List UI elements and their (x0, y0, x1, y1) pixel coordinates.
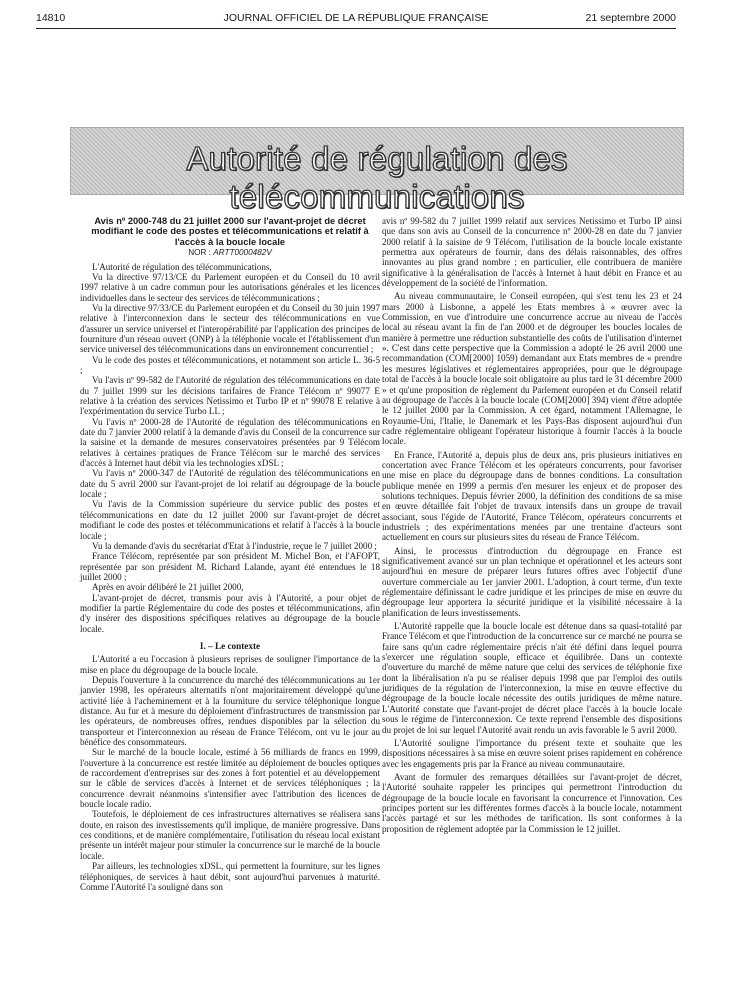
article-title: Avis nº 2000-748 du 21 juillet 2000 sur l'avant-projet de décret modifiant le code des postes et télécommunications et relatif à l'accès à la boucle locale (91, 216, 369, 247)
section-banner (70, 127, 684, 215)
paragraph: Depuis l'ouverture à la concurrence du marché des télécommunications au 1er janvier 1998, les opérateurs alternatifs n'ont majoritairement développé qu'une activité liée à l'acheminement et à la fourniture du service téléphonique longue distance. Au fur et à mesure du déploiement d'infrastructures de transmission par les opérateurs, de nombreuses offres, rendues disponibles par la sélection du transporteur et l'interconnexion au réseau de France Télécom, ont vu le jour au bénéfice des consommateurs. (80, 674, 380, 748)
paragraph: avis nº 99-582 du 7 juillet 1999 relatif aux services Netissimo et Turbo IP ainsi que dans son avis au Conseil de la concurrence nº 2000-28 en date du 7 janvier 2000 relatif à la saisine de 9 Télécom, l'utilisation de la boucle locale existante permettra aux opérateurs de fournir, dans des délais raisonnables, des offres innovantes au plus grand nombre ; en particulier, elle contribuera de manière significative à la généralisation de l'accès à Internet à haut débit en France et au développement de la société de l'information. (382, 216, 682, 289)
journal-title: JOURNAL OFFICIEL DE LA RÉPUBLIQUE FRANÇAISE (223, 12, 489, 24)
banner-title: Autorité de régulation des télécommunications (186, 140, 568, 215)
paragraph: Vu la directive 97/13/CE du Parlement européen et du Conseil du 10 avril 1997 relative à un cadre commun pour les autorisations générales et les licences individuelles dans le secteur des services de télécommunications ; (80, 271, 380, 303)
paragraph: Vu le code des postes et télécommunications, et notamment son article L. 36-5 ; (80, 354, 380, 375)
paragraph: Toutefois, le déploiement de ces infrastructures alternatives se réalisera sans doute, en raison des investissements qu'il implique, de manière progressive. Dans ces conditions, et de manière complémentaire, l'utilisation du réseau local existant présente un intérêt majeur pour stimuler la concurrence sur le marché de la boucle locale. (80, 809, 380, 861)
paragraph: Avant de formuler des remarques détaillées sur l'avant-projet de décret, l'Autorité souhaite rappeler les principes qui permettront l'introduction du dégroupage de la boucle locale en favorisant la concurrence et l'innovation. Ces principes portent sur les différentes formes d'accès à la boucle locale, notamment l'accès partagé et sur les méthodes de tarification. Ils sont conformes à la proposition de règlement adoptée par la Commission le 12 juillet. (382, 771, 682, 834)
paragraph: Vu l'avis nº 2000-28 de l'Autorité de régulation des télécommunications en date du 7 janvier 2000 relatif à la demande d'avis du Conseil de la concurrence sur la saisine et la demande de mesures conservatoires présentées par 9 Télécom relatives à certaines pratiques de France Télécom sur le marché des services d'accès à Internet haut débit via les technologies xDSL ; (80, 416, 380, 469)
section-heading: I. – Le contexte (199, 640, 261, 651)
paragraph: Sur le marché de la boucle locale, estimé à 56 milliards de francs en 1999, l'ouverture à la concurrence est restée limitée au déploiement de boucles optiques de raccordement d'entreprises sur des zones à fort potentiel et au développement sur le câble de services d'accès à Internet et de services téléphoniques ; la concurrence devrait néanmoins s'intensifier avec l'attribution des licences de boucle locale radio. (80, 747, 380, 810)
paragraph: L'Autorité souligne l'importance du présent texte et souhaite que les dispositions nécessaires à sa mise en œuvre soient prises rapidement en cohérence avec les engagements pris par la France au niveau communautaire. (382, 737, 682, 769)
paragraph: Vu l'avis nº 99-582 de l'Autorité de régulation des télécommunications en date du 7 juillet 1999 sur les décisions tarifaires de France Télécom nº 99077 E relative à la création des services Netissimo et Turbo IP et nº 99078 E relative à l'expérimentation du service Turbo LL ; (80, 375, 380, 417)
publication-date: 21 septembre 2000 (585, 12, 676, 24)
paragraph: En France, l'Autorité a, depuis plus de deux ans, pris plusieurs initiatives en concertation avec France Télécom et les opérateurs concurrents, pour favoriser une mise en place du dégroupage dans de bonnes conditions. La consultation publique menée en 1999 a permis d'en mesurer les enjeux et de proposer des solutions techniques. Depuis février 2000, la définition des conditions de sa mise en œuvre détaillée fait l'objet de travaux intensifs dans un groupe de travail associant, sous l'égide de l'Autorité, France Télécom, opérateurs concurrents et industriels ; des expérimentations menées par une trentaine d'acteurs sont actuellement en cours sur plusieurs sites du réseau de France Télécom. (382, 449, 682, 543)
nor-reference (80, 248, 380, 258)
paragraph: France Télécom, représentée par son président M. Michel Bon, et l'AFOPT, représentée par son président M. Richard Lalande, ayant été entendues le 18 juillet 2000 ; (80, 551, 380, 582)
paragraph: L'Autorité a eu l'occasion à plusieurs reprises de souligner l'importance de la mise en place du dégroupage de la boucle locale. (80, 654, 380, 675)
paragraph: Vu la directive 97/33/CE du Parlement européen et du Conseil du 30 juin 1997 relative à l'interconnexion dans le secteur des télécommunications en vue d'assurer un service universel et l'interopérabilité par l'application des principes de fourniture d'un réseau ouvert (ONP) à la téléphonie vocale et l'établissement d'un service universel des télécommunications dans un environnement concurrentiel ; (80, 302, 380, 355)
page-number: 14810 (36, 12, 66, 24)
paragraph: L'Autorité rappelle que la boucle locale est détenue dans sa quasi-totalité par France Télécom et que l'introduction de la concurrence sur ce marché ne pourra se faire sans qu'un cadre réglementaire précis n'ait été défini dans lequel pourra s'exercer une régulation souple, efficace et équilibrée. Dans un contexte d'ouverture du marché de même nature que celui des services de téléphonie fixe dont la libéralisation n'a pu se réaliser depuis 1998 que par l'emploi des outils juridiques de la régulation de l'interconnexion, la mise en œuvre effective du dégroupage de la boucle locale nécessite des outils juridiques de même nature. L'Autorité constate que l'avant-projet de décret place l'accès à la boucle locale sous le régime de l'interconnexion. Ce texte reprend l'ensemble des dispositions du projet de loi sur lequel l'Autorité avait rendu un avis favorable le 5 avril 2000. (382, 621, 682, 735)
nor-label: NOR : (188, 248, 214, 258)
nor-value: ARTT0000482V (213, 248, 272, 258)
paragraph: Par ailleurs, les technologies xDSL, qui permettent la fourniture, sur les lignes téléphoniques, de services à haut débit, sont aujourd'hui parvenues à maturité. Comme l'Autorité l'a souligné dans son (80, 861, 380, 892)
paragraph: Au niveau communautaire, le Conseil européen, qui s'est tenu les 23 et 24 mars 2000 à Lisbonne, a appelé les Etats membres à « œuvrer avec la Commission, en vue d'introduire une concurrence accrue au niveau de l'accès local au réseau avant la fin de l'an 2000 et de dégrouper les boucles locales de manière à permettre une réduction substantielle des coûts de l'utilisation d'internet ». C'est dans cette perspective que la Commission a adopté le 26 avril 2000 une recommandation (COM[2000] 1059) demandant aux Etats membres de « prendre les mesures législatives et réglementaires appropriées, pour que le dégroupage total de l'accès à la boucle locale soit obligatoire au plus tard le 31 décembre 2000 » et qu'une proposition de règlement du Parlement européen et du Conseil relatif au dégroupage de l'accès à la boucle locale (COM[2000] 394) vient d'être adoptée le 12 juillet 2000 par la Commission. A cet égard, notamment l'Allemagne, le Royaume-Uni, l'Italie, le Danemark et les Pays-Bas disposent aujourd'hui d'un cadre réglementaire obligeant l'opérateur historique à fournir l'accès à la boucle locale. (382, 291, 682, 447)
paragraph: Après en avoir délibéré le 21 juillet 2000, (92, 582, 244, 593)
paragraph: Ainsi, le processus d'introduction du dégroupage en France est significativement avancé sur un plan technique et opérationnel et les acteurs sont aujourd'hui en mesure de préparer leurs futures offres avec l'objectif d'une ouverture commerciale au 1er janvier 2001. L'adoption, à court terme, d'un texte réglementaire définissant le cadre juridique et les principes de mise en œuvre du dégroupage leur apportera la sécurité juridique et la visibilité nécessaire à la planification de leurs investissements. (382, 545, 682, 618)
left-column (80, 216, 380, 892)
right-column (382, 216, 682, 834)
header-rule (36, 28, 676, 29)
paragraph: Vu la demande d'avis du secrétariat d'Etat à l'industrie, reçue le 7 juillet 2000 ; (92, 540, 377, 551)
paragraph: Vu l'avis nº 2000-347 de l'Autorité de régulation des télécommunications en date du 5 avril 2000 sur l'avant-projet de loi relatif au dégroupage de la boucle locale ; (80, 468, 380, 500)
paragraph: L'avant-projet de décret, transmis pour avis à l'Autorité, a pour objet de modifier la partie Réglementaire du code des postes et télécommunications, afin d'y insérer des dispositions spécifiques relatives au dégroupage de la boucle locale. (80, 592, 380, 634)
paragraph: Vu l'avis de la Commission supérieure du service public des postes et télécommunications en date du 12 juillet 2000 sur l'avant-projet de décret modifiant le code des postes et télécommunications et relatif à l'accès à la boucle locale ; (80, 499, 380, 541)
paragraph: L'Autorité de régulation des télécommunications, (92, 261, 272, 272)
